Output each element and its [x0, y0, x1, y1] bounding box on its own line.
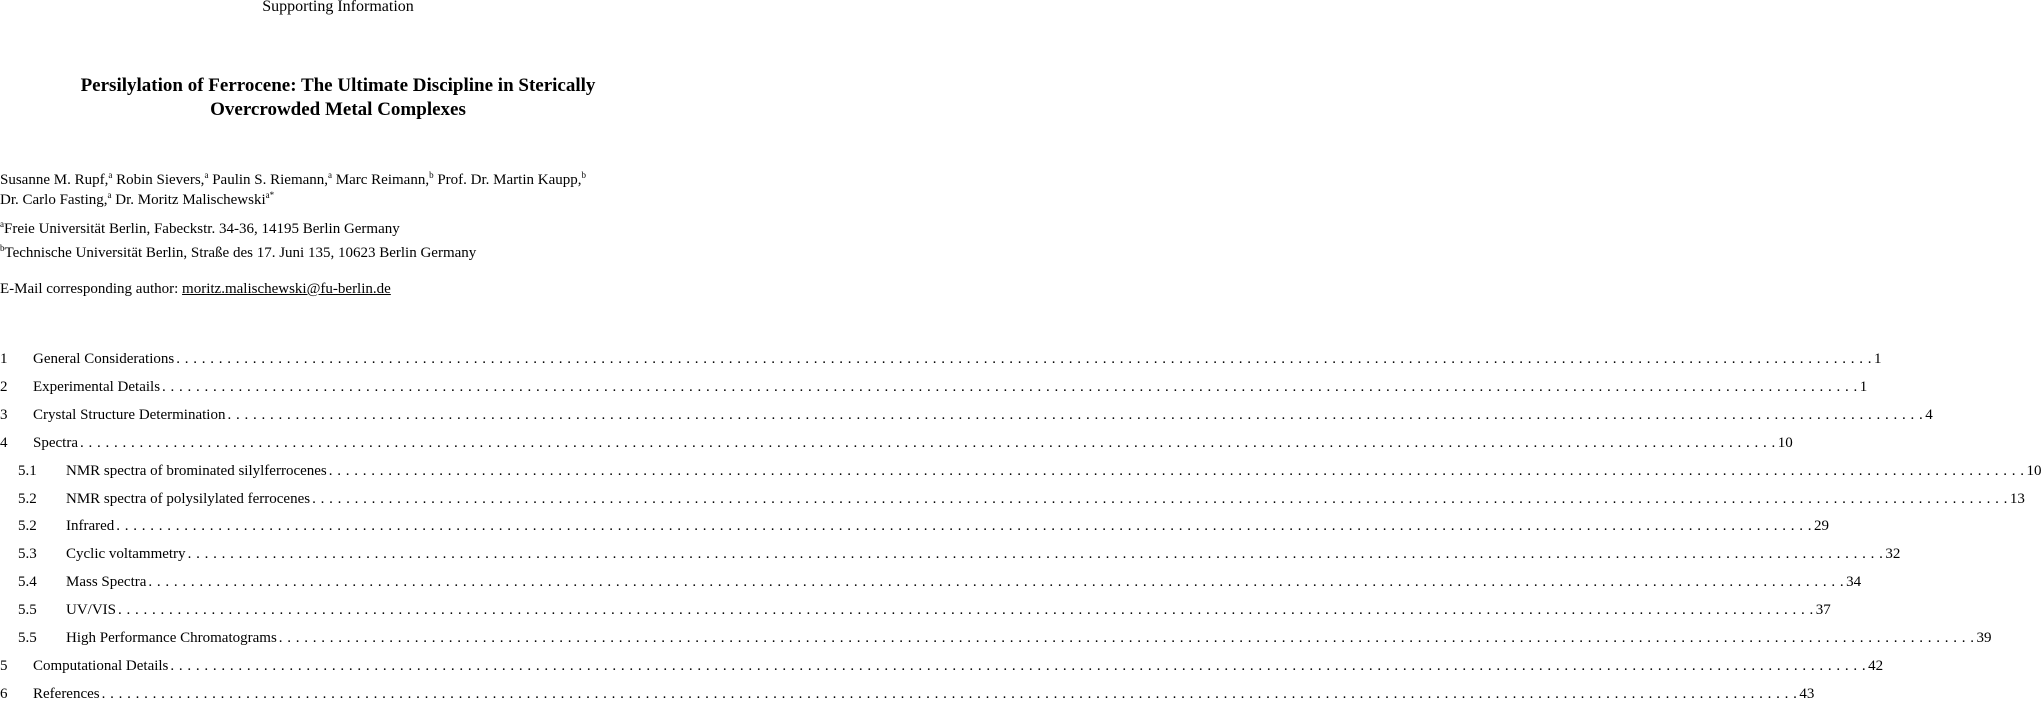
- toc-dot-leader: . . . . . . . . . . . . . . . . . . . . . . . . . . . . . . . . . . . . . . . . . . . . . . . . . . . . . . . . . . . . . . . . . . . . . . . . . . . . . . . . . . . . . . . . . . . . . . . . . . . . . . . . . . . . . . . . . . . . . . . . . . . . . . . . . . . . . . . . . . . . . . . . . . . . . . . . . . . . . . . . . . . . . . . . . . . . . . . . . . . . . . . . . . . . . . . . . . . . . . . .: [148, 574, 1845, 591]
- toc-label: References: [33, 685, 100, 702]
- toc-dot-leader: . . . . . . . . . . . . . . . . . . . . . . . . . . . . . . . . . . . . . . . . . . . . . . . . . . . . . . . . . . . . . . . . . . . . . . . . . . . . . . . . . . . . . . . . . . . . . . . . . . . . . . . . . . . . . . . . . . . . . . . . . . . . . . . . . . . . . . . . . . . . . . . . . . . . . . . . . . . . . . . . . . . . . . . . . . . . . . . . . . . . . . . . . . . . . . . . . . . . . . . .: [162, 378, 1858, 395]
- toc-entry[interactable]: [0, 490, 2025, 511]
- toc-dot-leader: . . . . . . . . . . . . . . . . . . . . . . . . . . . . . . . . . . . . . . . . . . . . . . . . . . . . . . . . . . . . . . . . . . . . . . . . . . . . . . . . . . . . . . . . . . . . . . . . . . . . . . . . . . . . . . . . . . . . . . . . . . . . . . . . . . . . . . . . . . . . . . . . . . . . . . . . . . . . . . . . . . . . . . . . . . . . . . . . . . . . . . . . . . . . . . . . . . . . . . . .: [227, 406, 1924, 423]
- toc-page-number: 39: [1976, 630, 1992, 646]
- toc-number: 3: [0, 406, 8, 423]
- toc-number: 1: [0, 351, 8, 367]
- toc-number: 5.2: [18, 490, 37, 507]
- paper-title: [30, 74, 646, 122]
- toc-page-number: 10: [2026, 462, 2042, 479]
- email-link[interactable]: moritz.malischewski@fu-berlin.de: [182, 281, 391, 297]
- author-line-2: [0, 190, 672, 210]
- toc-entry[interactable]: [0, 351, 1882, 371]
- toc-label: Computational Details: [33, 657, 169, 674]
- affiliation-a: [0, 221, 400, 238]
- toc-entry[interactable]: [0, 406, 1933, 427]
- toc-number: 5.3: [18, 546, 37, 563]
- toc-number: 5.4: [18, 574, 37, 591]
- toc-number: 4: [0, 434, 8, 451]
- affiliation-marker: b: [429, 170, 434, 180]
- toc-number: 6: [0, 685, 8, 702]
- toc-number: 5.2: [18, 518, 37, 535]
- toc-label: High Performance Chromatograms: [66, 630, 277, 646]
- corresponding-email: [0, 281, 391, 298]
- toc-label: Mass Spectra: [66, 574, 147, 591]
- toc-number: 5: [0, 657, 8, 674]
- affiliation-b: [0, 245, 476, 262]
- author-name: Prof. Dr. Martin Kaupp,: [433, 172, 582, 188]
- toc-page-number: 1: [1873, 351, 1882, 367]
- toc-page-number: 4: [1925, 406, 1933, 423]
- toc-dot-leader: . . . . . . . . . . . . . . . . . . . . . . . . . . . . . . . . . . . . . . . . . . . . . . . . . . . . . . . . . . . . . . . . . . . . . . . . . . . . . . . . . . . . . . . . . . . . . . . . . . . . . . . . . . . . . . . . . . . . . . . . . . . . . . . . . . . . . . . . . . . . . . . . . . . . . . . . . . . . . . . . . . . . . . . . . . . . . . . . . . . . . . . . . . . . . . . . . . . . . . . .: [187, 546, 1884, 563]
- affiliation-marker: a: [0, 219, 4, 229]
- toc-entry[interactable]: [0, 378, 1868, 399]
- toc-page-number: 29: [1814, 518, 1830, 535]
- affiliation-marker: b: [0, 243, 5, 253]
- toc-page-number: 13: [2009, 490, 2025, 507]
- toc-label: Spectra: [33, 434, 78, 451]
- affiliation-marker: a: [108, 170, 113, 180]
- toc-dot-leader: . . . . . . . . . . . . . . . . . . . . . . . . . . . . . . . . . . . . . . . . . . . . . . . . . . . . . . . . . . . . . . . . . . . . . . . . . . . . . . . . . . . . . . . . . . . . . . . . . . . . . . . . . . . . . . . . . . . . . . . . . . . . . . . . . . . . . . . . . . . . . . . . . . . . . . . . . . . . . . . . . . . . . . . . . . . . . . . . . . . . . . . . . . . . . . . . . . . . . . . .: [101, 685, 1798, 702]
- toc-label: NMR spectra of brominated silylferrocenes: [66, 462, 327, 479]
- toc-label: UV/VIS: [66, 602, 117, 619]
- affiliation-marker: a: [107, 190, 112, 200]
- toc-label: Crystal Structure Determination: [33, 406, 226, 423]
- toc-entry[interactable]: [0, 574, 1862, 594]
- author-list: [0, 170, 672, 210]
- toc-dot-leader: . . . . . . . . . . . . . . . . . . . . . . . . . . . . . . . . . . . . . . . . . . . . . . . . . . . . . . . . . . . . . . . . . . . . . . . . . . . . . . . . . . . . . . . . . . . . . . . . . . . . . . . . . . . . . . . . . . . . . . . . . . . . . . . . . . . . . . . . . . . . . . . . . . . . . . . . . . . . . . . . . . . . . . . . . . . . . . . . . . . . . . . . . . . . . . . . . . . . . . . .: [170, 657, 1867, 674]
- author-line-1: [0, 170, 672, 190]
- toc-entry[interactable]: [0, 434, 1793, 455]
- toc-dot-leader: . . . . . . . . . . . . . . . . . . . . . . . . . . . . . . . . . . . . . . . . . . . . . . . . . . . . . . . . . . . . . . . . . . . . . . . . . . . . . . . . . . . . . . . . . . . . . . . . . . . . . . . . . . . . . . . . . . . . . . . . . . . . . . . . . . . . . . . . . . . . . . . . . . . . . . . . . . . . . . . . . . . . . . . . . . . . . . . . . . . . . . . . . . . . . . . . . . . . . . . .: [116, 518, 1813, 535]
- toc-dot-leader: . . . . . . . . . . . . . . . . . . . . . . . . . . . . . . . . . . . . . . . . . . . . . . . . . . . . . . . . . . . . . . . . . . . . . . . . . . . . . . . . . . . . . . . . . . . . . . . . . . . . . . . . . . . . . . . . . . . . . . . . . . . . . . . . . . . . . . . . . . . . . . . . . . . . . . . . . . . . . . . . . . . . . . . . . . . . . . . . . . . . . . . . . . . . . . . . . . . . . . . .: [278, 630, 1975, 646]
- toc-label: General Considerations: [33, 351, 175, 367]
- toc-label: Experimental Details: [33, 378, 161, 395]
- toc-label: Cyclic voltammetry: [66, 546, 186, 563]
- affiliation-text: Technische Universität Berlin, Straße des 17. Juni 135, 10623 Berlin Germany: [4, 245, 477, 261]
- toc-entry[interactable]: [0, 602, 1831, 622]
- affiliation-marker: a*: [265, 190, 275, 200]
- toc-entry[interactable]: [0, 546, 1901, 566]
- toc-number: 2: [0, 378, 8, 395]
- author-name: Dr. Moritz Malischewski: [111, 192, 266, 208]
- toc-entry[interactable]: [0, 518, 1830, 538]
- toc-label: NMR spectra of polysilylated ferrocenes: [66, 490, 311, 507]
- toc-entry[interactable]: [0, 462, 2042, 483]
- toc-dot-leader: . . . . . . . . . . . . . . . . . . . . . . . . . . . . . . . . . . . . . . . . . . . . . . . . . . . . . . . . . . . . . . . . . . . . . . . . . . . . . . . . . . . . . . . . . . . . . . . . . . . . . . . . . . . . . . . . . . . . . . . . . . . . . . . . . . . . . . . . . . . . . . . . . . . . . . . . . . . . . . . . . . . . . . . . . . . . . . . . . . . . . . . . . . . . . . . . . . . . . . . .: [312, 490, 2008, 507]
- author-name: Paulin S. Riemann,: [208, 172, 329, 188]
- toc-entry[interactable]: [0, 685, 1815, 706]
- toc-entry[interactable]: [0, 657, 1884, 678]
- title-line-2: Overcrowded Metal Complexes: [210, 99, 466, 120]
- author-name: Marc Reimann,: [332, 172, 430, 188]
- email-label: E-Mail corresponding author:: [0, 281, 183, 297]
- toc-dot-leader: . . . . . . . . . . . . . . . . . . . . . . . . . . . . . . . . . . . . . . . . . . . . . . . . . . . . . . . . . . . . . . . . . . . . . . . . . . . . . . . . . . . . . . . . . . . . . . . . . . . . . . . . . . . . . . . . . . . . . . . . . . . . . . . . . . . . . . . . . . . . . . . . . . . . . . . . . . . . . . . . . . . . . . . . . . . . . . . . . . . . . . . . . . . . . . . . . . . . . . . .: [118, 602, 1814, 619]
- toc-page-number: 42: [1868, 657, 1884, 674]
- toc-page-number: 43: [1799, 685, 1815, 702]
- author-name: Dr. Carlo Fasting,: [0, 192, 108, 208]
- toc-page-number: 1: [1859, 378, 1868, 395]
- toc-page-number: 34: [1846, 574, 1862, 591]
- toc-number: 5.5: [18, 630, 37, 646]
- author-name: Susanne M. Rupf,: [0, 172, 109, 188]
- affiliation-text: Freie Universität Berlin, Fabeckstr. 34-36, 14195 Berlin Germany: [4, 221, 400, 237]
- toc-label: Infrared: [66, 518, 115, 535]
- author-name: Robin Sievers,: [112, 172, 205, 188]
- title-line-1: Persilylation of Ferrocene: The Ultimate Discipline in Sterically: [80, 75, 596, 96]
- toc-number: 5.5: [18, 602, 37, 619]
- affiliation-marker: a: [328, 170, 333, 180]
- toc-number: 5.1: [18, 462, 37, 479]
- toc-page-number: 37: [1815, 602, 1831, 619]
- toc-dot-leader: . . . . . . . . . . . . . . . . . . . . . . . . . . . . . . . . . . . . . . . . . . . . . . . . . . . . . . . . . . . . . . . . . . . . . . . . . . . . . . . . . . . . . . . . . . . . . . . . . . . . . . . . . . . . . . . . . . . . . . . . . . . . . . . . . . . . . . . . . . . . . . . . . . . . . . . . . . . . . . . . . . . . . . . . . . . . . . . . . . . . . . . . . . . . . . . . . . . . . . . .: [79, 434, 1776, 451]
- toc-dot-leader: . . . . . . . . . . . . . . . . . . . . . . . . . . . . . . . . . . . . . . . . . . . . . . . . . . . . . . . . . . . . . . . . . . . . . . . . . . . . . . . . . . . . . . . . . . . . . . . . . . . . . . . . . . . . . . . . . . . . . . . . . . . . . . . . . . . . . . . . . . . . . . . . . . . . . . . . . . . . . . . . . . . . . . . . . . . . . . . . . . . . . . . . . . . . . . . . . . . . . . . .: [176, 351, 1872, 367]
- toc-page-number: 10: [1777, 434, 1793, 451]
- affiliation-marker: b: [581, 170, 586, 180]
- toc-dot-leader: . . . . . . . . . . . . . . . . . . . . . . . . . . . . . . . . . . . . . . . . . . . . . . . . . . . . . . . . . . . . . . . . . . . . . . . . . . . . . . . . . . . . . . . . . . . . . . . . . . . . . . . . . . . . . . . . . . . . . . . . . . . . . . . . . . . . . . . . . . . . . . . . . . . . . . . . . . . . . . . . . . . . . . . . . . . . . . . . . . . . . . . . . . . . . . . . . . . . . . . .: [328, 462, 2025, 479]
- toc-entry[interactable]: [0, 630, 1992, 650]
- affiliation-marker: a: [204, 170, 209, 180]
- toc-page-number: 32: [1885, 546, 1901, 563]
- running-header: Supporting Information: [262, 0, 414, 15]
